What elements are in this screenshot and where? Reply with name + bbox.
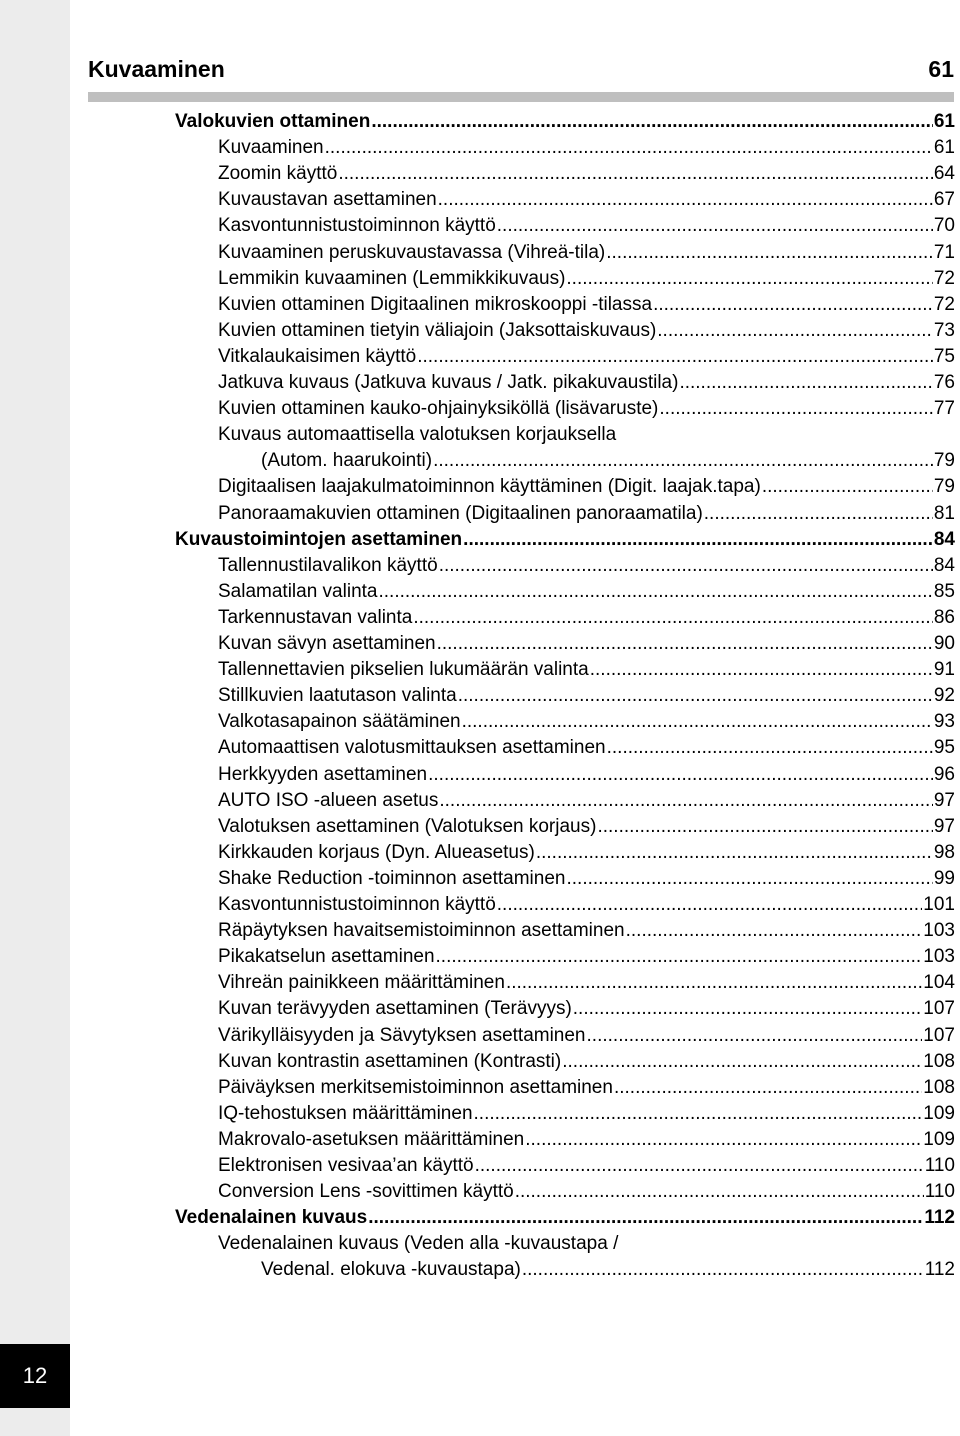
toc-entry-title: Digitaalisen laajakulmatoiminnon käyttäminen (Digit. laajak.tapa) [218, 476, 761, 498]
toc-entry[interactable] [218, 762, 955, 788]
toc-entry-title: Kuvaaminen [218, 137, 324, 159]
toc-entry[interactable] [218, 840, 955, 866]
dot-leader [438, 187, 933, 213]
toc-entry-title: Tarkennustavan valinta [218, 606, 413, 628]
toc-entry-title: AUTO ISO -alueen asetus [218, 789, 439, 811]
toc-entry[interactable] [218, 266, 955, 292]
toc-entry[interactable] [218, 605, 955, 631]
toc-entry-title: Pikakatselun asettaminen [218, 946, 435, 968]
toc-entry-page: 76 [933, 372, 955, 393]
toc-entry-title: Kuvien ottaminen Digitaalinen mikroskooppi -tilassa [218, 293, 653, 315]
toc-entry[interactable] [218, 657, 955, 683]
dot-leader [439, 788, 932, 814]
dot-leader [614, 1075, 922, 1101]
toc-entry-title: Kuvaus automaattisella valotuksen korjauksella [218, 424, 617, 446]
toc-entry[interactable] [218, 970, 955, 996]
dot-leader [607, 735, 933, 761]
dot-leader [433, 448, 933, 474]
dot-leader [474, 1101, 923, 1127]
toc-entry-title: Valotuksen asettaminen (Valotuksen korjaus) [218, 815, 597, 837]
toc-entry-page: 72 [933, 267, 955, 289]
toc-entry-title: Räpäytyksen havaitsemistoiminnon asettaminen [218, 920, 625, 942]
toc-entry[interactable] [218, 161, 955, 187]
toc-entry[interactable] [218, 318, 955, 344]
toc-entry[interactable] [218, 735, 955, 761]
toc-entry-title: Shake Reduction -toiminnon asettaminen [218, 867, 566, 889]
toc-entry-title: Kasvontunnistustoiminnon käyttö [218, 215, 496, 237]
dot-leader [497, 213, 933, 239]
toc-entry-title: Vitkalaukaisimen käyttö [218, 345, 417, 367]
dot-leader [437, 631, 933, 657]
toc-entry-page: 61 [933, 111, 955, 132]
dot-leader [515, 1179, 924, 1205]
toc-entry-page: 92 [933, 685, 955, 707]
toc-entry-title: Stillkuvien laatutason valinta [218, 685, 457, 707]
toc-entry-page: 97 [933, 815, 955, 837]
toc-entry-title: Zoomin käyttö [218, 163, 338, 185]
toc-entry-title: Kuvan kontrastin asettaminen (Kontrasti) [218, 1050, 562, 1072]
toc-entry-page: 93 [933, 711, 955, 733]
toc-entry-title: Vedenalainen kuvaus [175, 1207, 368, 1229]
toc-entry[interactable] [218, 709, 955, 735]
toc-entry-page: 112 [924, 1259, 955, 1281]
dot-leader [439, 553, 933, 579]
toc-entry-page: 91 [933, 659, 955, 681]
dot-leader [704, 501, 933, 527]
toc-entry-page: 112 [924, 1207, 955, 1229]
toc-entry-page: 79 [933, 450, 955, 472]
toc-section[interactable] [175, 109, 955, 135]
toc-entry-page: 110 [924, 1155, 955, 1176]
dot-leader [590, 657, 933, 683]
chapter-heading [88, 56, 954, 83]
toc-entry[interactable] [218, 944, 955, 970]
toc-entry-page: 90 [933, 633, 955, 654]
toc-entry-page: 77 [933, 398, 955, 420]
dot-leader [436, 944, 923, 970]
toc-entry-title: Kasvontunnistustoiminnon käyttö [218, 894, 496, 915]
toc-entry-title: Panoraamakuvien ottaminen (Digitaalinen panoraamatila) [218, 502, 703, 524]
toc-entry-page: 64 [933, 163, 955, 185]
toc-entry-page: 95 [933, 737, 955, 759]
toc-entry-title: Vihreän painikkeen määrittäminen [218, 972, 505, 994]
toc-entry-title: IQ-tehostuksen määrittäminen [218, 1102, 473, 1124]
toc-entry[interactable] [218, 240, 955, 266]
dot-leader [679, 370, 932, 396]
dot-leader [371, 109, 933, 135]
toc-entry[interactable] [218, 213, 955, 239]
toc-entry-title: Kuvan sävyn asettaminen [218, 633, 436, 654]
toc-entry-page: 75 [933, 345, 955, 367]
toc-entry[interactable] [218, 422, 616, 448]
toc-entry-title: Kuvaustoimintojen asettaminen [175, 528, 463, 550]
toc-entry-title: Tallennettavien pikselien lukumäärän valinta [218, 659, 589, 681]
dot-leader [573, 996, 923, 1022]
toc-entry-page: 61 [933, 137, 955, 159]
toc-entry[interactable] [218, 1179, 955, 1205]
chapter-title: Kuvaaminen [88, 56, 225, 82]
dot-leader [536, 840, 933, 866]
toc-entry-page: 86 [933, 606, 955, 628]
toc-entry-page: 108 [923, 1050, 955, 1072]
toc-entry-title: Kirkkauden korjaus (Dyn. Alueasetus) [218, 841, 535, 863]
toc-entry-page: 99 [933, 867, 955, 889]
toc-entry-title: Elektronisen vesivaa’an käyttö [218, 1155, 474, 1176]
dot-leader [659, 396, 932, 422]
toc-entry[interactable] [218, 683, 955, 709]
toc-entry[interactable] [218, 918, 955, 944]
toc-entry-title: Vedenal. elokuva -kuvaustapa) [261, 1259, 521, 1281]
toc-entry[interactable] [218, 370, 955, 396]
toc-entry[interactable] [218, 1127, 955, 1153]
dot-leader [417, 344, 933, 370]
toc-entry-title: Automaattisen valotusmittauksen asettaminen [218, 737, 606, 759]
toc-entry-title: Tallennustilavalikon käyttö [218, 554, 438, 576]
toc-entry-title: Herkkyyden asettaminen [218, 763, 428, 785]
toc-entry-page: 101 [923, 894, 955, 915]
toc-entry-page: 108 [923, 1076, 955, 1098]
toc-entry-title: Jatkuva kuvaus (Jatkuva kuvaus / Jatk. pikakuvaustila) [218, 372, 679, 393]
dot-leader [566, 266, 932, 292]
dot-leader [463, 527, 933, 553]
dot-leader [462, 709, 933, 735]
toc-entry-title: Kuvien ottaminen kauko-ohjainyksiköllä (lisävaruste) [218, 398, 659, 420]
toc-entry-title: Conversion Lens -sovittimen käyttö [218, 1181, 514, 1203]
dot-leader [522, 1257, 924, 1283]
toc-entry[interactable] [218, 1049, 955, 1075]
toc-entry[interactable] [218, 1101, 955, 1127]
toc-entry-title: Värikylläisyyden ja Sävytyksen asettaminen [218, 1024, 586, 1046]
dot-leader [525, 1127, 922, 1153]
toc-section[interactable] [175, 527, 955, 553]
dot-leader [606, 240, 933, 266]
toc-entry[interactable] [218, 1153, 955, 1179]
dot-leader [458, 683, 933, 709]
toc-entry[interactable] [218, 292, 955, 318]
toc-entry-title: Päiväyksen merkitsemistoiminnon asettaminen [218, 1076, 613, 1098]
dot-leader [653, 292, 933, 318]
toc-entry-page: 85 [933, 580, 955, 602]
toc-entry-title: Kuvaaminen peruskuvaustavassa (Vihreä-tila) [218, 241, 606, 263]
toc-entry-page: 71 [933, 241, 955, 263]
toc-entry[interactable] [218, 579, 955, 605]
toc-entry-title: Makrovalo-asetuksen määrittäminen [218, 1128, 525, 1150]
toc-entry-page: 107 [923, 998, 955, 1020]
toc-entry-page: 79 [933, 476, 955, 498]
toc-entry-page: 103 [923, 946, 955, 968]
toc-entry-page: 70 [933, 215, 955, 237]
dot-leader [428, 762, 933, 788]
dot-leader [475, 1153, 924, 1179]
toc-entry[interactable] [218, 344, 955, 370]
dot-leader [657, 318, 933, 344]
toc-entry[interactable] [218, 135, 955, 161]
toc-entry-title: Kuvan terävyyden asettaminen (Terävyys) [218, 998, 572, 1020]
toc-entry-page: 110 [924, 1181, 955, 1203]
toc-entry-page: 109 [923, 1102, 955, 1124]
toc-entry-page: 104 [923, 972, 955, 994]
side-strip [0, 0, 70, 1436]
dot-leader [566, 866, 932, 892]
toc-entry[interactable] [218, 1231, 618, 1257]
toc-entry-title: (Autom. haarukointi) [261, 450, 433, 472]
dot-leader [506, 970, 922, 996]
chapter-rule [88, 92, 954, 102]
toc-entry[interactable] [218, 474, 955, 500]
toc-entry[interactable] [218, 996, 955, 1022]
dot-leader [338, 161, 933, 187]
toc-entry-page: 97 [933, 789, 955, 811]
dot-leader [762, 474, 933, 500]
toc-entry[interactable] [261, 1257, 955, 1283]
dot-leader [626, 918, 923, 944]
page-number: 12 [0, 1344, 70, 1408]
toc-entry-page: 103 [923, 920, 955, 942]
toc-entry-page: 109 [923, 1128, 955, 1150]
toc-entry[interactable] [218, 631, 955, 657]
toc-entry[interactable] [218, 553, 955, 579]
toc-entry-page: 73 [933, 319, 955, 341]
dot-leader [587, 1023, 923, 1049]
dot-leader [497, 892, 923, 918]
toc-entry[interactable] [261, 448, 955, 474]
dot-leader [378, 579, 932, 605]
toc-entry[interactable] [218, 788, 955, 814]
toc-entry-page: 96 [933, 763, 955, 785]
dot-leader [597, 814, 932, 840]
toc-entry[interactable] [218, 892, 955, 918]
dot-leader [562, 1049, 922, 1075]
toc-entry-page: 98 [933, 841, 955, 863]
toc-entry-page: 81 [933, 502, 955, 524]
toc-entry-title: Salamatilan valinta [218, 580, 378, 602]
toc-section[interactable] [175, 1205, 955, 1231]
toc-entry[interactable] [218, 396, 955, 422]
toc-entry[interactable] [218, 1023, 955, 1049]
toc-entry-page: 72 [933, 293, 955, 315]
toc-entry-title: Vedenalainen kuvaus (Veden alla -kuvaustapa / [218, 1233, 619, 1255]
toc-entry[interactable] [218, 866, 955, 892]
toc-entry-page: 84 [933, 528, 955, 550]
toc-entry-page: 67 [933, 189, 955, 211]
toc-entry[interactable] [218, 501, 955, 527]
toc-entry-title: Lemmikin kuvaaminen (Lemmikkikuvaus) [218, 267, 566, 289]
toc-entry-title: Kuvaustavan asettaminen [218, 189, 437, 211]
dot-leader [413, 605, 933, 631]
dot-leader [368, 1205, 923, 1231]
chapter-page: 61 [928, 56, 954, 82]
toc-entry[interactable] [218, 187, 955, 213]
toc-entry[interactable] [218, 814, 955, 840]
toc-entry-title: Kuvien ottaminen tietyin väliajoin (Jaksottaiskuvaus) [218, 319, 657, 341]
toc-entry-page: 107 [923, 1024, 955, 1046]
toc-entry-page: 84 [933, 554, 955, 576]
toc-entry[interactable] [218, 1075, 955, 1101]
toc-entry-title: Valkotasapainon säätäminen [218, 711, 461, 733]
toc-entry-title: Valokuvien ottaminen [175, 111, 371, 132]
dot-leader [325, 135, 933, 161]
